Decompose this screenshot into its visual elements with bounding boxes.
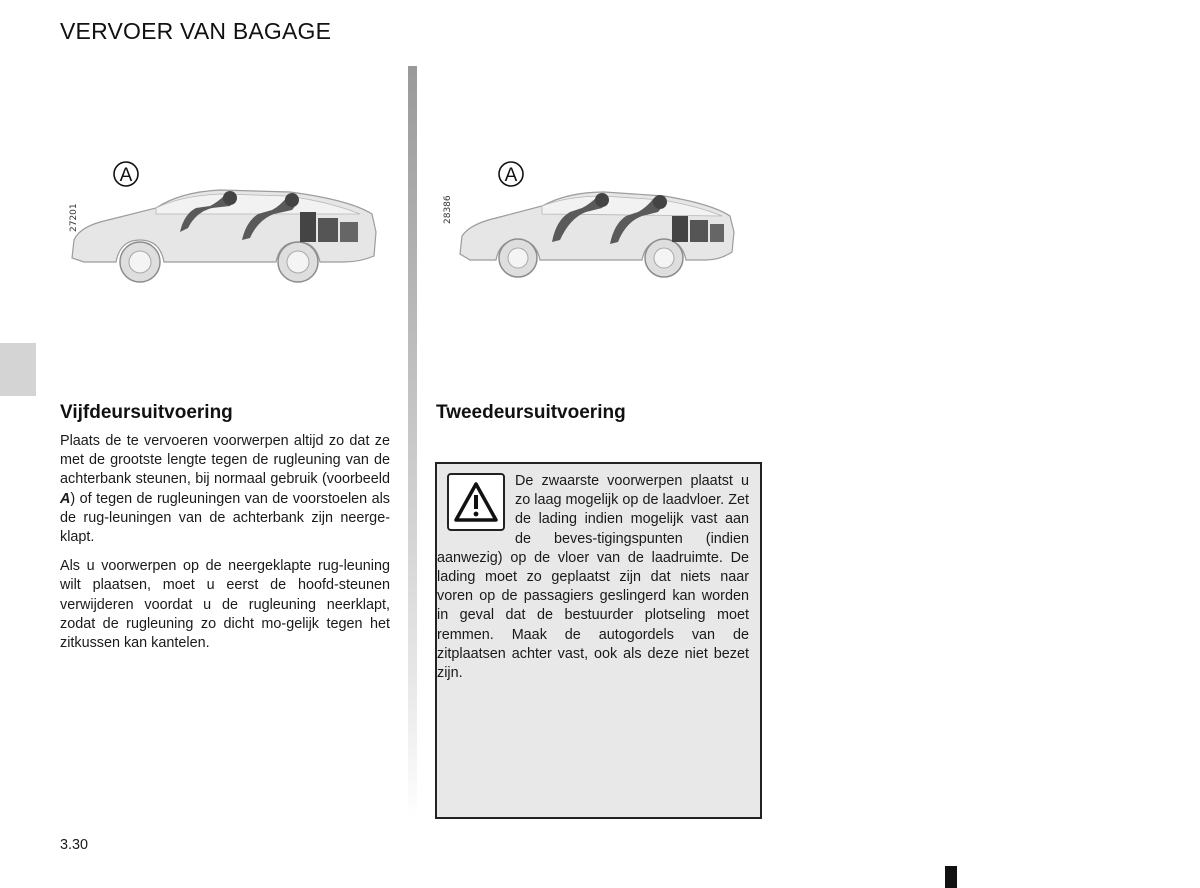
five-door-paragraph-1	[60, 432, 390, 547]
page-title: VERVOER VAN BAGAGE	[60, 18, 332, 44]
callout-letter-a: A	[119, 165, 133, 186]
five-door-paragraph-2: Als u voorwerpen op de neergeklapte rug-leuning wilt plaatsen, moet u eerst de hoofd-steunen verwijderen voordat u de rugleuning neerklapt, zodat de rugleuning zo dicht mo-gelijk tegen het zitkussen kan kantelen.	[60, 558, 390, 652]
rear-wheel-hub	[654, 248, 674, 268]
luggage-item	[672, 216, 688, 242]
figure-five-door-car	[60, 150, 390, 290]
figure-two-door-car	[436, 150, 756, 290]
front-wheel-hub	[129, 251, 151, 273]
warning-box	[435, 462, 762, 819]
rear-passenger-head	[285, 193, 299, 207]
luggage-item	[340, 222, 358, 242]
page-number: 3.30	[60, 837, 89, 853]
section-side-tab	[0, 343, 36, 396]
callout-letter-a: A	[504, 165, 518, 186]
driver-head	[223, 191, 237, 205]
warning-text: De zwaarste voorwerpen plaatst u zo laag mogelijk op de laadvloer. Zet de lading indien mogelijk vast aan de beves-tigingspunten (indien aanwezig) op de vloer van de laadruimte. De lading moet zo geplaatst zijn dat niets naar voren op de passagiers geslingerd kan worden in geval dat de bestuurder plotseling moet remmen. Maak de autogordels van de zitplaatsen achter vast, ook als deze niet bezet zijn.	[437, 473, 749, 682]
warning-icon-frame	[447, 473, 505, 531]
five-door-body	[60, 432, 390, 663]
driver-head	[595, 193, 609, 207]
warning-triangle-icon	[453, 481, 499, 523]
page-edge-marker	[945, 866, 957, 888]
rear-wheel-hub	[287, 251, 309, 273]
para1-reference-a: A	[60, 490, 71, 507]
figure-reference-code: 27201	[69, 203, 79, 232]
luggage-item	[710, 224, 724, 242]
para1-text-before: Plaats de te vervoeren voorwerpen altijd zo dat ze met de grootste lengte tegen de rugleuning van de achterbank steunen, bij normaal gebruik (voorbeeld	[60, 433, 390, 488]
para1-text-after: ) of tegen de rugleuningen van de voorstoelen als de rug-leuningen van de achterbank zijn neerge-klapt.	[60, 490, 390, 546]
front-wheel-hub	[508, 248, 528, 268]
two-door-heading: Tweedeursuitvoering	[436, 402, 626, 423]
five-door-car-illustration	[60, 150, 390, 290]
luggage-item	[690, 220, 708, 242]
luggage-item	[318, 218, 338, 242]
luggage-item	[300, 212, 316, 242]
five-door-heading: Vijfdeursuitvoering	[60, 402, 233, 423]
rear-passenger-head	[653, 195, 667, 209]
figure-reference-code: 28386	[443, 195, 453, 224]
two-door-car-illustration	[436, 150, 756, 290]
column-divider	[408, 66, 417, 820]
